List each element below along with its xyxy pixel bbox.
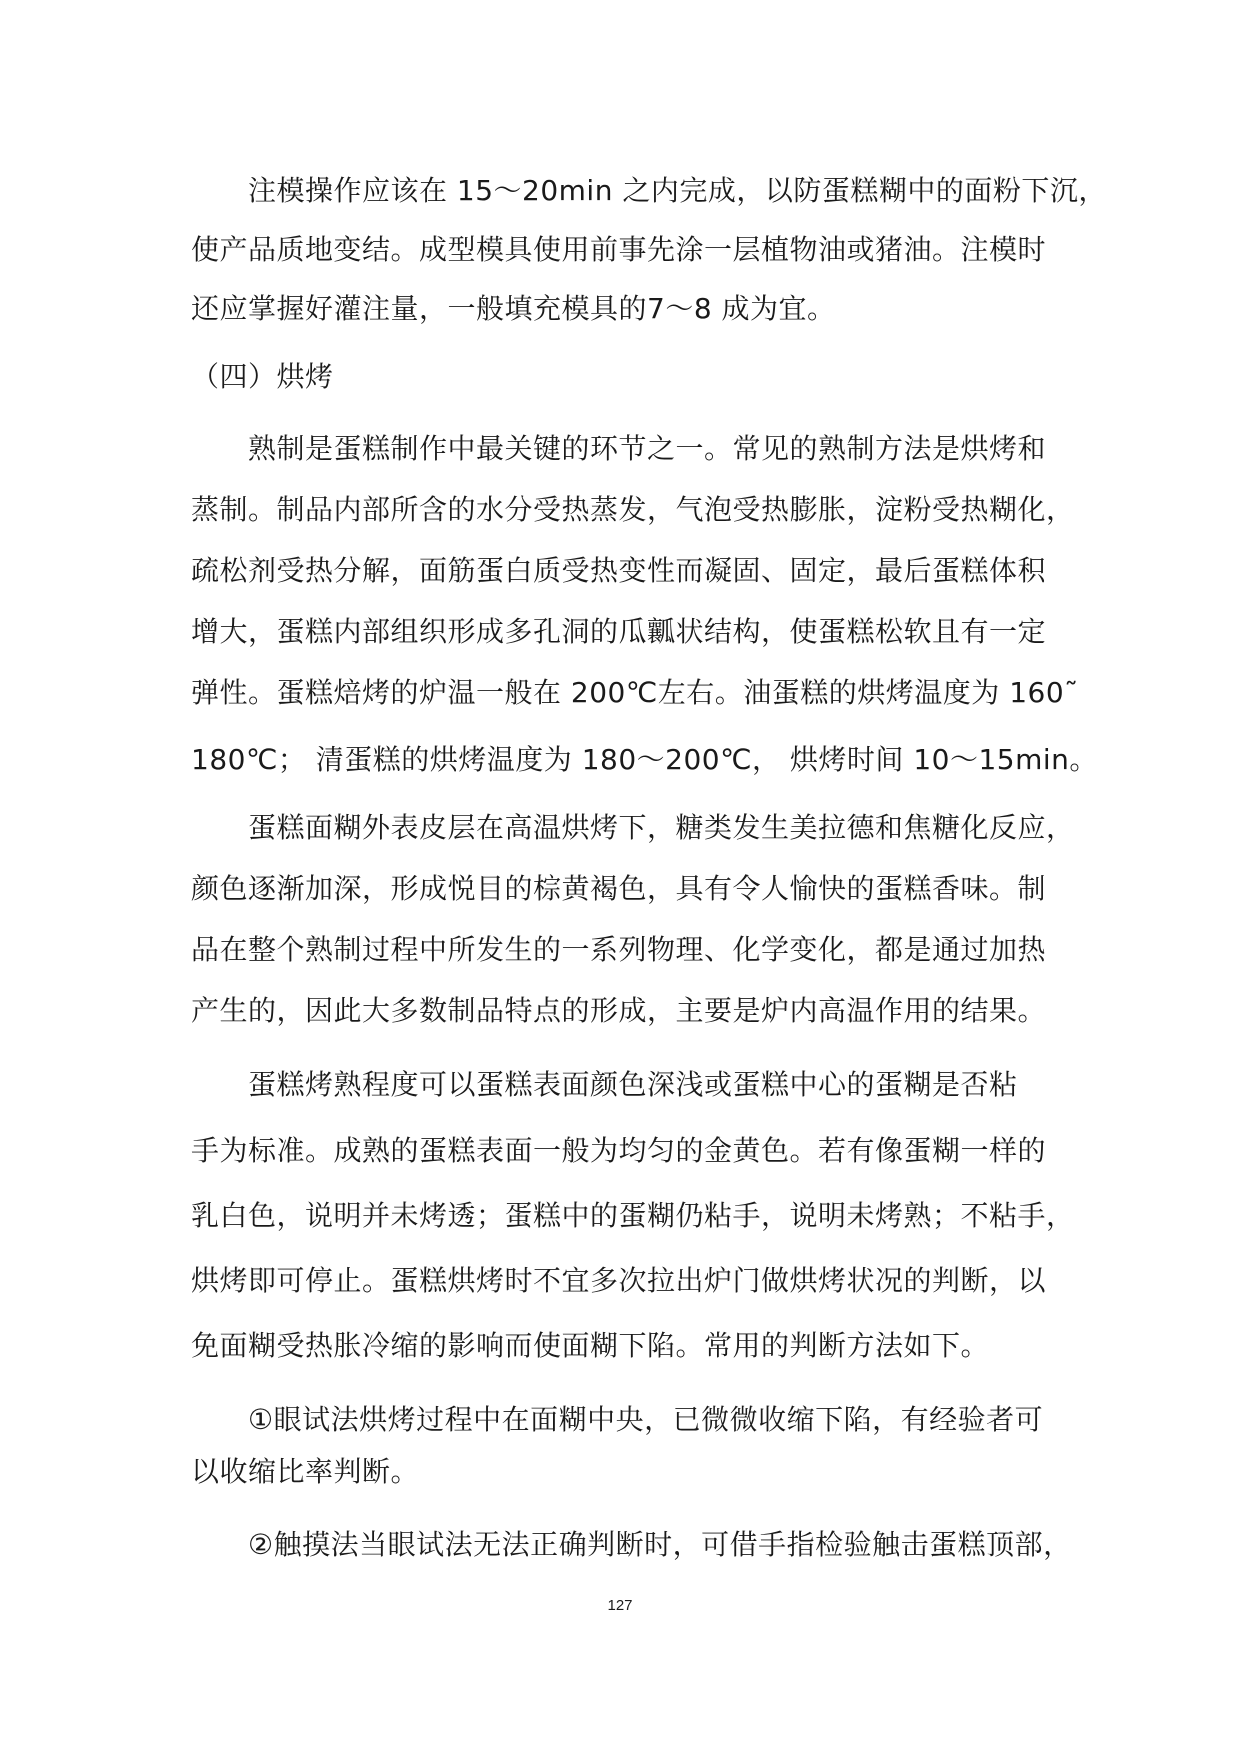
paragraph-4-line-1: 蛋糕烤熟程度可以蛋糕表面颜色深浅或蛋糕中心的蛋糊是否粘 (248, 1068, 1018, 1101)
paragraph-3-line-2: 颜色逐渐加深，形成悦目的棕黄褐色，具有令人愉快的蛋糕香味。制 (191, 872, 1047, 905)
paragraph-4-line-4: 烘烤即可停止。蛋糕烘烤时不宜多次拉出炉门做烘烤状况的判断，以 (191, 1264, 1047, 1297)
paragraph-1-line-1: 注模操作应该在 15～20min 之内完成，以防蛋糕糊中的面粉下沉， (248, 174, 1107, 207)
paragraph-5-line-2: 以收缩比率判断。 (191, 1455, 420, 1488)
paragraph-4-line-2: 手为标准。成熟的蛋糕表面一般为均匀的金黄色。若有像蛋糊一样的 (191, 1134, 1047, 1167)
paragraph-2-line-3: 疏松剂受热分解，面筋蛋白质受热变性而凝固、固定，最后蛋糕体积 (191, 554, 1047, 587)
paragraph-1-line-3: 还应掌握好灌注量，一般填充模具的7～8 成为宜。 (191, 292, 836, 325)
paragraph-5-line-1: ①眼试法烘烤过程中在面糊中央，已微微收缩下陷，有经验者可 (248, 1403, 1044, 1436)
paragraph-1-line-2: 使产品质地变结。成型模具使用前事先涂一层植物油或猪油。注模时 (191, 233, 1047, 266)
paragraph-4-line-3: 乳白色，说明并未烤透；蛋糕中的蛋糊仍粘手，说明未烤熟；不粘手， (191, 1199, 1075, 1232)
page-number: 127 (607, 1597, 633, 1614)
section-heading: （四）烘烤 (191, 360, 334, 393)
paragraph-2-line-1: 熟制是蛋糕制作中最关键的环节之一。常见的熟制方法是烘烤和 (248, 432, 1047, 465)
paragraph-2-line-6: 180℃； 清蛋糕的烘烤温度为 180～200℃， 烘烤时间 10～15min。 (191, 743, 1098, 776)
paragraph-3-line-4: 产生的，因此大多数制品特点的形成，主要是炉内高温作用的结果。 (191, 994, 1047, 1027)
paragraph-2-line-2: 蒸制。制品内部所含的水分受热蒸发，气泡受热膨胀，淀粉受热糊化， (191, 493, 1075, 526)
paragraph-2-line-4: 增大，蛋糕内部组织形成多孔洞的瓜瓤状结构，使蛋糕松软且有一定 (191, 615, 1047, 648)
paragraph-6-line-1: ②触摸法当眼试法无法正确判断时，可借手指检验触击蛋糕顶部， (248, 1528, 1072, 1561)
paragraph-3-line-3: 品在整个熟制过程中所发生的一系列物理、化学变化，都是通过加热 (191, 933, 1047, 966)
paragraph-2-line-5: 弹性。蛋糕焙烤的炉温一般在 200℃左右。油蛋糕的烘烤温度为 160˜ (191, 676, 1079, 709)
paragraph-4-line-5: 免面糊受热胀冷缩的影响而使面糊下陷。常用的判断方法如下。 (191, 1329, 990, 1362)
paragraph-3-line-1: 蛋糕面糊外表皮层在高温烘烤下，糖类发生美拉德和焦糖化反应， (248, 811, 1075, 844)
